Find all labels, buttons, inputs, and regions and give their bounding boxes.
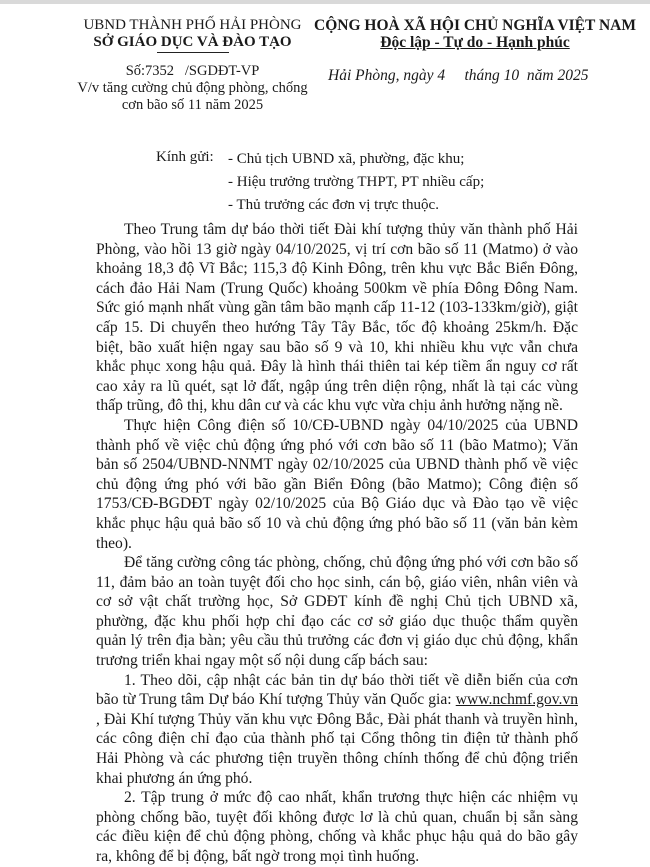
nchmf-link[interactable]: www.nchmf.gov.vn [455,691,578,709]
top-border [0,0,650,4]
document-date: Hải Phòng, ngày 4 tháng 10 năm 2025 [328,67,589,84]
recipient-item: - Hiệu trưởng trường THPT, PT nhiều cấp; [228,174,485,190]
recipient-item: - Chủ tịch UBND xã, phường, đặc khu; [228,151,465,167]
issuing-agency: SỞ GIÁO DỤC VÀ ĐÀO TẠO [93,34,292,50]
paragraph-item-2: 2. Tập trung ở mức độ cao nhất, khẩn trương thực hiện các nhiệm vụ phòng chống bão, tuyệt đối không được lơ là chủ quan, chuẩn bị sẵn sàng các điều kiện để chủ động phòng, chống và khắc phục hậu quả do bão gây ra, không để bị động, bất ngờ trong mọi tình huống. [96,789,578,865]
paragraph-request: Để tăng cường công tác phòng, chống, chủ động ứng phó với cơn bão số 11, đảm bảo an toàn tuyệt đối cho học sinh, cán bộ, giáo viên, nhân viên và cơ sở vật chất trường học, Sở GDĐT kính đề nghị Chủ tịch UBND xã, phường, đặc khu phối hợp chỉ đạo các cơ sở giáo dục thuộc thẩm quyền quản lý trên địa bàn; yêu cầu thủ trưởng các đơn vị giáo dục chủ động, khẩn trương triển khai ngay một số nội dung cấp bách sau: [96,554,578,670]
national-title: CỘNG HOÀ XÃ HỘI CHỦ NGHĨA VIỆT NAM [314,17,636,34]
item-1-text-before: 1. Theo dõi, cập nhật các bản tin dự báo thời tiết về diễn biến của cơn bão từ Trung tâm Dự báo Khí tượng Thủy văn Quốc gia: [96,671,578,709]
recipient-item: - Thủ trưởng các đơn vị trực thuộc. [228,197,439,213]
recipients-list [228,148,588,217]
document-body [96,220,578,867]
national-motto: Độc lập - Tự do - Hạnh phúc [380,34,570,51]
agency-underline [157,52,229,53]
issuing-agency-block [70,17,315,114]
paragraph-storm-forecast: Theo Trung tâm dự báo thời tiết Đài khí tượng thủy văn thành phố Hải Phòng, vào hồi 13 giờ ngày 04/10/2025, vị trí cơn bão số 11 (Matmo) ở vào khoảng 18,3 độ Vĩ Bắc; 115,3 độ Kinh Đông, trên khu vực Bắc Biển Đông, cách đảo Hải Nam (Trung Quốc) khoảng 500km về phía Đông Đông Nam. Sức gió mạnh nhất vùng gần tâm bão mạnh cấp 11-12 (103-133km/giờ), giật cấp 15. Di chuyển theo hướng Tây Tây Bắc, tốc độ khoảng 25km/h. Đặc biệt, bão xuất hiện ngay sau bão số 9 và 10, khi nhiều khu vực vẫn chưa khắc phục xong hậu quả. Đây là hình thái thiên tai kép tiềm ẩn nguy cơ rất cao xảy ra lũ quét, sạt lở đất, ngập úng trên diện rộng, nhất là tại các vùng thấp trũng, đô thị, khu dân cư và các khu vực vừa chịu ảnh hưởng nặng nề. [96,221,578,415]
recipients-label: Kính gửi: [156,149,214,165]
paragraph-item-1 [96,671,578,789]
parent-agency: UBND THÀNH PHỐ HẢI PHÒNG [83,17,302,33]
document-number: Số:7352 /SGDĐT-VP [125,63,260,79]
national-heading-block [305,17,645,51]
subject-line-1: V/v tăng cường chủ động phòng, chống [77,80,308,96]
subject-line-2: cơn bão số 11 năm 2025 [121,97,264,113]
item-1-text-after: , Đài Khí tượng Thủy văn khu vực Đông Bắc, Đài phát thanh và truyền hình, các công điện chỉ đạo của thành phố tại Cổng thông tin điện tử thành phố Hải Phòng và các phương tiện truyền thông chính thống để chủ động triển khai phương án ứng phó. [96,710,578,787]
paragraph-legal-basis: Thực hiện Công điện số 10/CĐ-UBND ngày 04/10/2025 của UBND thành phố về việc chủ động ứng phó với cơn bão số 11 (bão Matmo); Văn bản số 2504/UBND-NNMT ngày 02/10/2025 của UBND thành phố về việc chủ động ứng phó với bão gần Biển Đông (bão Matmo); Công điện số 1753/CĐ-BGDĐT ngày 02/10/2025 của Bộ Giáo dục và Đào tạo về việc khắc phục hậu quả bão số 10 và chủ động ứng phó bão số 11 (văn bản kèm theo). [96,416,578,552]
